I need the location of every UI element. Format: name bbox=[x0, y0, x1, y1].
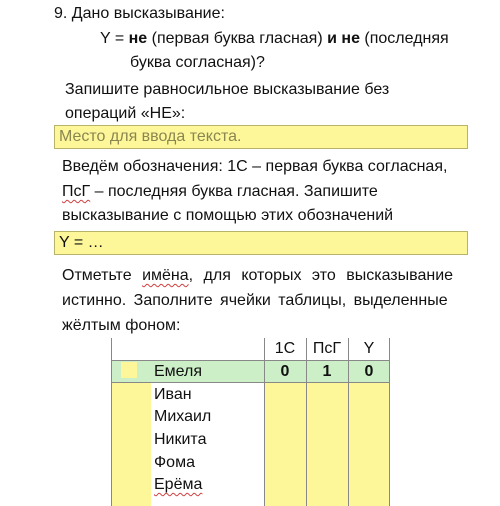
row4-1c[interactable] bbox=[264, 429, 306, 451]
header-y: Y bbox=[363, 340, 375, 357]
row3-psg[interactable] bbox=[306, 406, 348, 428]
row3-1c[interactable] bbox=[264, 406, 306, 428]
y-equals: Y = bbox=[100, 30, 129, 47]
header-psg: ПсГ bbox=[312, 340, 342, 357]
row6-psg[interactable] bbox=[306, 474, 348, 496]
row1-y[interactable]: 0 bbox=[364, 363, 374, 380]
mark-line-2: истинно. Заполните ячейки таблицы, выделенные bbox=[62, 292, 448, 309]
row2-y[interactable] bbox=[348, 384, 390, 406]
statement-part-1: (первая буква гласная) bbox=[147, 30, 328, 47]
notation-line-2-rest: – последняя буква гласная. Запишите bbox=[90, 183, 378, 200]
example-row-marker bbox=[121, 362, 137, 378]
row5-y[interactable] bbox=[348, 452, 390, 474]
y-input-text: Y = … bbox=[59, 234, 104, 251]
header-1c: 1С bbox=[274, 340, 296, 357]
notation-line-3: высказывание с помощью этих обозначений bbox=[62, 207, 394, 224]
row-name-4: Никита bbox=[154, 431, 207, 448]
row4-psg[interactable] bbox=[306, 429, 348, 451]
names-table bbox=[111, 338, 390, 506]
names-word: имёна bbox=[142, 267, 189, 284]
row2-1c[interactable] bbox=[264, 384, 306, 406]
mark-line-3: жёлтым фоном: bbox=[62, 317, 181, 334]
row6-y[interactable] bbox=[348, 474, 390, 496]
mark-line-1-rest: , для которых это высказывание bbox=[188, 267, 454, 284]
statement-line-1 bbox=[100, 29, 449, 49]
row6-1c[interactable] bbox=[264, 474, 306, 496]
answer-input[interactable] bbox=[54, 125, 468, 149]
row-name-5: Фома bbox=[154, 454, 195, 471]
y-input[interactable] bbox=[54, 231, 468, 255]
notation-line-2 bbox=[62, 182, 378, 202]
notation-line-1: Введём обозначения: 1С – первая буква согласная, bbox=[62, 158, 448, 175]
grid-v0 bbox=[111, 338, 112, 506]
not-keyword-1: не bbox=[128, 30, 148, 47]
task-number-text: 9. bbox=[54, 5, 68, 22]
answer-placeholder: Место для ввода текста. bbox=[59, 128, 242, 145]
row-name-2: Иван bbox=[154, 386, 192, 403]
and-not-keyword: и не bbox=[327, 30, 360, 47]
row5-1c[interactable] bbox=[264, 452, 306, 474]
mark-word: Отметьте bbox=[62, 267, 132, 284]
row3-y[interactable] bbox=[348, 406, 390, 428]
row-name-1: Емеля bbox=[154, 363, 203, 380]
instruction-line-1: Запишите равносильное высказывание без bbox=[65, 81, 390, 98]
task-intro: Дано высказывание: bbox=[71, 5, 225, 22]
task-number bbox=[54, 4, 225, 24]
row5-psg[interactable] bbox=[306, 452, 348, 474]
mark-line-1 bbox=[62, 266, 453, 286]
row4-y[interactable] bbox=[348, 429, 390, 451]
row2-psg[interactable] bbox=[306, 384, 348, 406]
row1-psg[interactable]: 1 bbox=[322, 363, 332, 380]
row1-1c[interactable]: 0 bbox=[280, 363, 290, 380]
row-name-6: Ерёма bbox=[154, 476, 203, 493]
statement-part-2: (последняя bbox=[359, 30, 449, 47]
instruction-line-2: операций «НЕ»: bbox=[65, 105, 186, 122]
row-name-3: Михаил bbox=[154, 408, 212, 425]
psg-label: ПсГ bbox=[62, 183, 91, 200]
statement-line-2: буква согласная)? bbox=[130, 54, 265, 71]
